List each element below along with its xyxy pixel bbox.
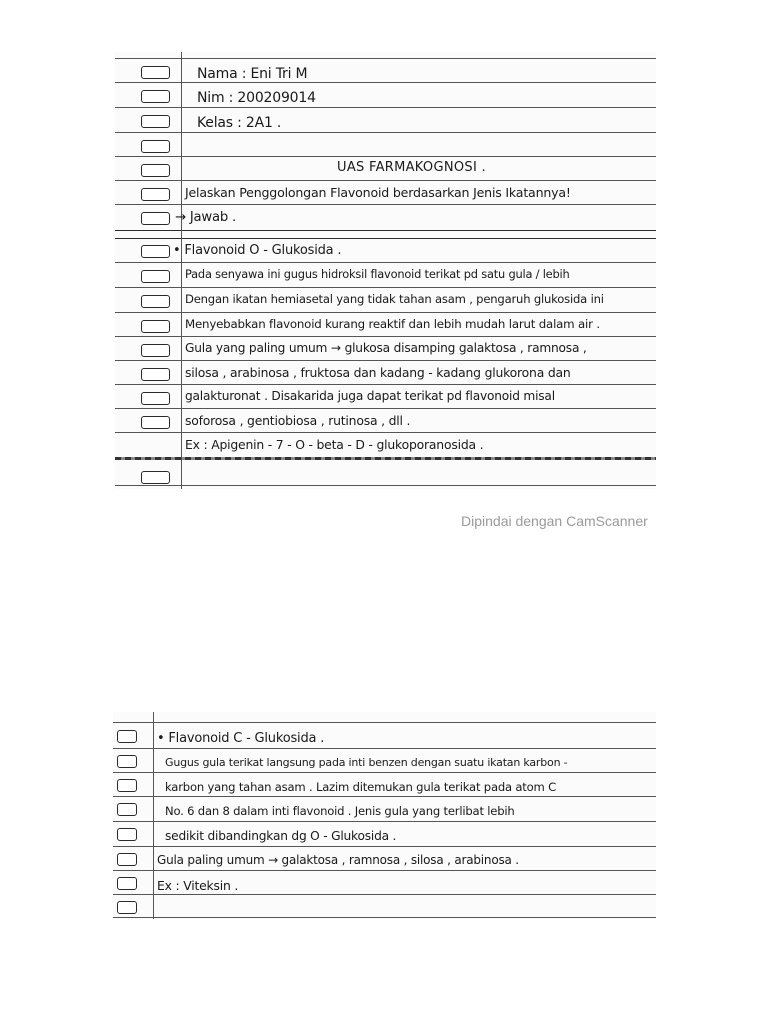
margin-box — [117, 779, 137, 792]
paragraph-line: galakturonat . Disakarida juga dapat terikat pd flavonoid misal — [185, 389, 555, 403]
margin-box — [141, 90, 170, 103]
ruled-line — [113, 894, 656, 895]
margin-box — [141, 344, 170, 357]
torn-edge — [115, 457, 656, 460]
margin-box — [117, 803, 137, 816]
student-class: Kelas : 2A1 . — [197, 115, 282, 131]
ruled-line — [113, 796, 656, 797]
ruled-line — [113, 748, 656, 749]
ruled-line — [113, 772, 656, 773]
ruled-line — [115, 156, 656, 157]
scanned-page-top — [115, 52, 656, 489]
margin-box — [117, 730, 137, 743]
ruled-line — [115, 384, 656, 385]
question-text: Jelaskan Penggolongan Flavonoid berdasarkan Jenis Ikatannya! — [185, 185, 571, 200]
example-line: Ex : Apigenin - 7 - O - beta - D - glukoporanosida . — [185, 437, 484, 452]
ruled-line — [113, 722, 656, 723]
ruled-line — [115, 180, 656, 181]
ruled-line — [115, 485, 656, 486]
student-nim: Nim : 200209014 — [197, 90, 316, 106]
margin-box — [141, 245, 170, 258]
margin-box — [141, 416, 170, 429]
ruled-line — [113, 821, 656, 822]
ruled-line — [115, 287, 656, 288]
paragraph-line: Dengan ikatan hemiasetal yang tidak tahan asam , pengaruh glukosida ini — [185, 292, 604, 306]
margin-box — [141, 270, 170, 283]
margin-box — [141, 140, 170, 153]
paragraph-line: karbon yang tahan asam . Lazim ditemukan gula terikat pada atom C — [165, 780, 557, 794]
section-heading: • Flavonoid O - Glukosida . — [173, 243, 342, 258]
margin-line — [153, 712, 154, 919]
student-name: Nama : Eni Tri M — [197, 66, 308, 82]
ruled-line — [115, 336, 656, 337]
paragraph-line: silosa , arabinosa , fruktosa dan kadang - kadang glukorona dan — [185, 365, 571, 380]
ruled-line — [113, 846, 656, 847]
margin-line — [181, 52, 182, 489]
answer-label: → Jawab . — [175, 210, 237, 225]
margin-box — [117, 828, 137, 841]
margin-box — [117, 901, 137, 914]
margin-box — [141, 471, 170, 484]
paragraph-line: Gula paling umum → galaktosa , ramnosa , silosa , arabinosa . — [157, 853, 519, 867]
margin-box — [117, 877, 137, 890]
camscanner-watermark: Dipindai dengan CamScanner — [461, 513, 648, 529]
ruled-line — [115, 432, 656, 433]
margin-box — [141, 392, 170, 405]
ruled-line — [115, 204, 656, 205]
example-line: Ex : Viteksin . — [157, 878, 239, 893]
margin-box — [141, 368, 170, 381]
margin-box — [141, 295, 170, 308]
paragraph-line: Gugus gula terikat langsung pada inti benzen dengan suatu ikatan karbon - — [165, 756, 568, 769]
ruled-line — [115, 408, 656, 409]
paragraph-line: Gula yang paling umum → glukosa disamping galaktosa , ramnosa , — [185, 341, 587, 355]
margin-box — [141, 320, 170, 333]
scanned-page-bottom — [113, 712, 656, 919]
margin-box — [117, 853, 137, 866]
margin-box — [117, 755, 137, 768]
ruled-line — [113, 917, 656, 918]
ruled-line — [115, 82, 656, 83]
paragraph-line: Menyebabkan flavonoid kurang reaktif dan lebih mudah larut dalam air . — [185, 317, 600, 331]
ruled-line — [115, 107, 656, 108]
ruled-line — [115, 360, 656, 361]
paragraph-line: soforosa , gentiobiosa , rutinosa , dll . — [185, 413, 411, 428]
ruled-line — [115, 230, 656, 231]
section-heading: • Flavonoid C - Glukosida . — [157, 731, 325, 746]
exam-title: UAS FARMAKOGNOSI . — [337, 160, 486, 175]
ruled-line — [115, 132, 656, 133]
margin-box — [141, 66, 170, 79]
paragraph-line: Pada senyawa ini gugus hidroksil flavonoid terikat pd satu gula / lebih — [185, 267, 570, 281]
ruled-line — [115, 312, 656, 313]
page-break-line — [115, 238, 656, 239]
ruled-line — [115, 58, 656, 59]
margin-box — [141, 115, 170, 128]
paragraph-line: sedikit dibandingkan dg O - Glukosida . — [165, 829, 397, 843]
margin-box — [141, 164, 170, 177]
margin-box — [141, 188, 170, 201]
ruled-line — [115, 262, 656, 263]
paragraph-line: No. 6 dan 8 dalam inti flavonoid . Jenis gula yang terlibat lebih — [165, 804, 515, 818]
ruled-line — [113, 870, 656, 871]
margin-box — [141, 212, 170, 225]
